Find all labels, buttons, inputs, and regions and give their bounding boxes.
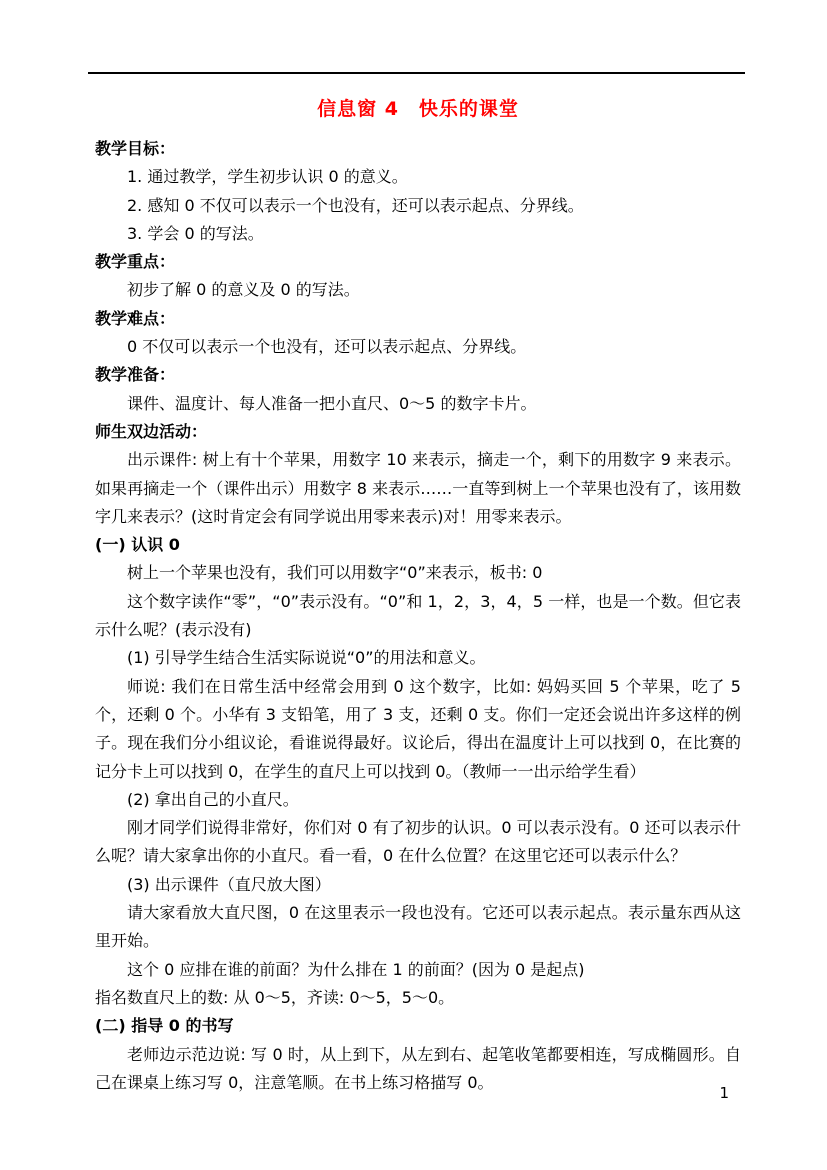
section-1-paragraph: 请大家看放大直尺图，0 在这里表示一段也没有。它还可以表示起点。表示量东西从这里开始。 — [95, 903, 741, 951]
goal-item-2: 2. 感知 0 不仅可以表示一个也没有，还可以表示起点、分界线。 — [127, 195, 584, 215]
section-1-paragraph: 指名数直尺上的数: 从 0～5，齐读: 0～5，5～0。 — [95, 987, 455, 1007]
section-2-heading: (二) 指导 0 的书写 — [95, 1016, 234, 1036]
goal-item-3: 3. 学会 0 的写法。 — [127, 223, 264, 243]
section-1-step-3: (3) 出示课件（直尺放大图） — [127, 874, 331, 894]
heading-teaching-difficulty: 教学难点： — [95, 308, 176, 328]
header-rule — [88, 72, 745, 74]
section-1-paragraph: 树上一个苹果也没有，我们可以用数字“0”来表示，板书: 0 — [127, 563, 543, 583]
heading-activities: 师生双边活动： — [95, 421, 208, 441]
document-title: 信息窗 4 快乐的课堂 — [317, 98, 519, 120]
prep-text: 课件、温度计、每人准备一把小直尺、0～5 的数字卡片。 — [127, 393, 537, 413]
heading-teaching-prep: 教学准备： — [95, 365, 176, 385]
goal-item-1: 1. 通过教学，学生初步认识 0 的意义。 — [127, 167, 408, 187]
section-1-paragraph: 这个 0 应排在谁的前面？为什么排在 1 的前面？(因为 0 是起点) — [127, 959, 585, 979]
section-1-paragraph: 这个数字读作“零”，“0”表示没有。“0”和 1，2，3，4，5 一样，也是一个数。但它表示什么呢？(表示没有) — [95, 591, 741, 640]
page-number: 1 — [719, 1084, 729, 1102]
section-2-paragraph: 老师边示范边说: 写 0 时，从上到下，从左到右、起笔收笔都要相连，写成椭圆形。自己在课桌上练习写 0，注意笔顺。在书上练习格描写 0。 — [95, 1044, 741, 1092]
focus-text: 初步了解 0 的意义及 0 的写法。 — [127, 280, 360, 300]
difficulty-text: 0 不仅可以表示一个也没有，还可以表示起点、分界线。 — [127, 337, 527, 357]
section-1-paragraph: 师说: 我们在日常生活中经常会用到 0 这个数字，比如: 妈妈买回 5 个苹果，吃了 5 个，还剩 0 个。小华有 3 支铅笔，用了 3 支，还剩 0 支。你们一定还会说出许多这样的例子。现在我们分小组议论，看谁说得最好。议论后，得出在温度计上可以找到 0，在比赛的记分卡上可以找到 0，在学生的直尺上可以找到 0。（教师一一出示给学生看） — [95, 676, 741, 781]
activities-intro: 出示课件: 树上有十个苹果，用数字 10 来表示，摘走一个，剩下的用数字 9 来表示。如果再摘走一个（课件出示）用数字 8 来表示……一直等到树上一个苹果也没有了，该用数字几来表示？(这时肯定会有同学说出用零来表示)对！用零来表示。 — [95, 450, 741, 526]
section-1-step-1: (1) 引导学生结合生活实际说说“0”的用法和意义。 — [127, 648, 486, 668]
heading-teaching-focus: 教学重点： — [95, 252, 176, 272]
section-1-step-2: (2) 拿出自己的小直尺。 — [127, 789, 299, 809]
section-1-heading: (一) 认识 0 — [95, 535, 180, 555]
section-1-paragraph: 刚才同学们说得非常好，你们对 0 有了初步的认识。0 可以表示没有。0 还可以表示什么呢？请大家拿出你的小直尺。看一看，0 在什么位置？在这里它还可以表示什么？ — [95, 818, 741, 866]
document-body — [95, 94, 741, 1097]
heading-teaching-goals: 教学目标： — [95, 139, 176, 158]
